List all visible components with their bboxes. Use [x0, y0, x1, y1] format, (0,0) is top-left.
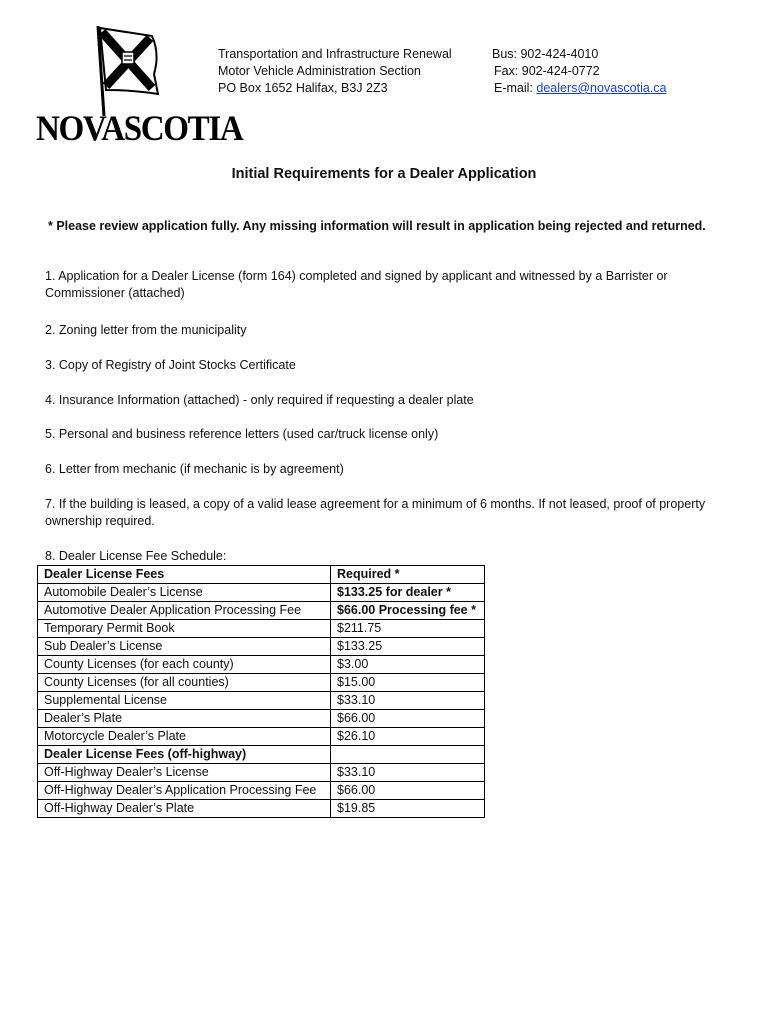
table-cell: $19.85 — [331, 800, 485, 818]
logo-wordmark: NOVASCOTIA — [36, 108, 243, 148]
table-cell: County Licenses (for each county) — [38, 656, 331, 674]
table-cell: $33.10 — [331, 692, 485, 710]
email-label: E-mail: — [494, 81, 537, 95]
list-item: 8. Dealer License Fee Schedule: — [45, 549, 227, 563]
nova-scotia-logo — [36, 24, 243, 148]
list-item: 1. Application for a Dealer License (form 164) completed and signed by applicant and witnessed by a Barrister or Commissioner (attached) — [45, 269, 668, 300]
list-item: 4. Insurance Information (attached) - only required if requesting a dealer plate — [45, 393, 474, 407]
table-cell: $133.25 for dealer * — [331, 584, 485, 602]
table-row — [38, 584, 485, 602]
table-cell: Dealer License Fees (off-highway) — [38, 746, 331, 764]
department-name: Transportation and Infrastructure Renewal — [218, 47, 452, 61]
table-row — [38, 764, 485, 782]
table-row — [38, 602, 485, 620]
contact-info — [492, 46, 667, 97]
table-cell: County Licenses (for all counties) — [38, 674, 331, 692]
section-name: Motor Vehicle Administration Section — [218, 64, 421, 78]
fee-schedule-table — [37, 565, 485, 818]
table-section-row — [38, 746, 485, 764]
page-title: Initial Requirements for a Dealer Application — [231, 166, 537, 182]
table-row — [38, 692, 485, 710]
table-cell: $66.00 — [331, 710, 485, 728]
table-cell: $211.75 — [331, 620, 485, 638]
table-row — [38, 638, 485, 656]
list-item: 2. Zoning letter from the municipality — [45, 323, 247, 337]
table-row — [38, 728, 485, 746]
table-cell: Automobile Dealer’s License — [38, 584, 331, 602]
table-cell: Sub Dealer’s License — [38, 638, 331, 656]
nova-scotia-flag-icon — [94, 24, 168, 116]
list-item: 6. Letter from mechanic (if mechanic is by agreement) — [45, 462, 344, 476]
table-row — [38, 656, 485, 674]
table-cell: Supplemental License — [38, 692, 331, 710]
table-cell: Dealer’s Plate — [38, 710, 331, 728]
warning-note: * Please review application fully. Any missing information will result in application being rejected and returned. — [48, 219, 706, 233]
table-cell: Automotive Dealer Application Processing Fee — [38, 602, 331, 620]
table-row — [38, 620, 485, 638]
table-row — [38, 710, 485, 728]
table-cell: Motorcycle Dealer’s Plate — [38, 728, 331, 746]
table-cell: Off-Highway Dealer’s Plate — [38, 800, 331, 818]
table-cell: Temporary Permit Book — [38, 620, 331, 638]
table-row — [38, 800, 485, 818]
table-cell: Off-Highway Dealer’s Application Processing Fee — [38, 782, 331, 800]
email-link[interactable]: dealers@novascotia.ca — [536, 81, 667, 95]
table-row — [38, 674, 485, 692]
list-item: 3. Copy of Registry of Joint Stocks Certificate — [45, 358, 296, 372]
table-cell — [331, 746, 485, 764]
email-line — [492, 80, 667, 97]
table-cell: $33.10 — [331, 764, 485, 782]
table-cell: $133.25 — [331, 638, 485, 656]
table-cell: $66.00 Processing fee * — [331, 602, 485, 620]
bus-phone: Bus: 902-424-4010 — [492, 47, 599, 61]
table-row — [38, 782, 485, 800]
list-item: 5. Personal and business reference letters (used car/truck license only) — [45, 427, 439, 441]
table-cell: Off-Highway Dealer’s License — [38, 764, 331, 782]
table-cell: $15.00 — [331, 674, 485, 692]
table-cell: $3.00 — [331, 656, 485, 674]
fax-number: Fax: 902-424-0772 — [494, 64, 600, 78]
list-item: 7. If the building is leased, a copy of a valid lease agreement for a minimum of 6 months. If not leased, proof of property ownership required. — [45, 497, 706, 528]
table-cell: Required * — [331, 566, 485, 584]
postal-address: PO Box 1652 Halifax, B3J 2Z3 — [218, 81, 388, 95]
table-cell: $66.00 — [331, 782, 485, 800]
department-address — [218, 46, 452, 97]
table-cell: Dealer License Fees — [38, 566, 331, 584]
table-header-row — [38, 566, 485, 584]
table-cell: $26.10 — [331, 728, 485, 746]
